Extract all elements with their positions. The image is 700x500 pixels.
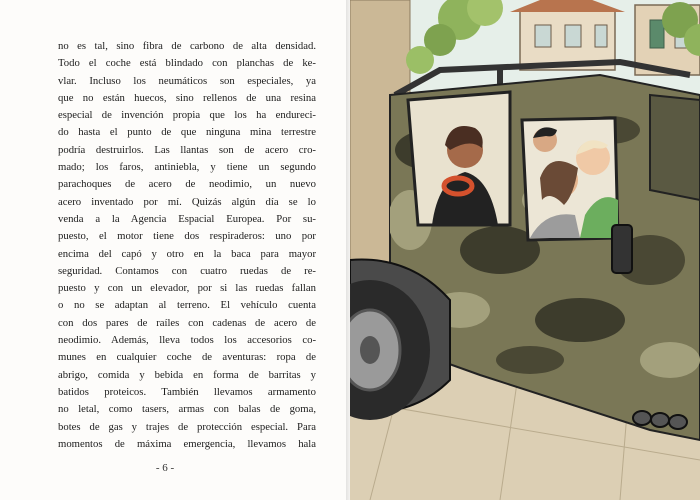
text-line: venda a la Agencia Espacial Europea. Por su- (58, 212, 316, 225)
text-line: botes de gas y trajes de protección especial. Para (58, 420, 316, 433)
text-line: neodimio. Además, lleva todos los accesorios co- (58, 334, 316, 347)
text-line: puesto y con un elevador, por si las ruedas fallan (58, 282, 316, 295)
comic-illustration (350, 0, 700, 500)
text-line: que no están huecos, sino rellenos de una resina (58, 91, 316, 104)
text-line: mado; los faros, antiniebla, y tiene un segundo (58, 161, 316, 174)
page-number: - 6 - (155, 462, 175, 474)
text-line: batidos proteicos. También llevamos armamento (58, 385, 316, 398)
text-line: parachoques de acero de neodimio, un nuevo (58, 178, 316, 191)
text-line: vlar. Incluso los neumáticos son especiales, ya (58, 74, 316, 87)
text-line: puesto, el motor tiene dos respiraderos: uno por (58, 230, 316, 243)
text-line: no letal, como tasers, armas con balas de goma, (58, 403, 316, 416)
text-line: munes en cualquier coche de aventuras: ropa de (58, 351, 316, 364)
right-page-illustration (350, 0, 700, 500)
text-line: do hasta el punto de que ninguna mina terrestre (58, 126, 316, 139)
text-line: o no se adaptan al terreno. El vehículo cuenta (58, 299, 316, 312)
text-line: momentos de máxima emergencia, llevamos hala (58, 437, 316, 450)
text-line: no es tal, sino fibra de carbono de alta densidad. (58, 40, 316, 52)
text-line: abrigo, comida y bebida en forma de barritas y (58, 368, 316, 381)
text-line: acero inventado por mí. Quizás algún día se lo (58, 195, 316, 208)
text-line: Todo el coche está blindado con planchas de ke- (58, 57, 316, 70)
side-mirror (612, 225, 632, 273)
text-line: especial de invención propia que los ha endureci- (58, 109, 316, 122)
text-line: encima del capó y otro en la baca para mayor (58, 247, 316, 260)
jeep-front-window (408, 92, 510, 225)
text-line: seguridad. Contamos con cuatro ruedas de re- (58, 264, 316, 277)
text-line: con dos pares de raíles con cadenas de acero de (58, 316, 316, 329)
text-line: podría destruirlos. Las llantas son de acero cro- (58, 143, 316, 156)
jeep-rear-window (522, 118, 618, 240)
body-text (58, 38, 316, 453)
